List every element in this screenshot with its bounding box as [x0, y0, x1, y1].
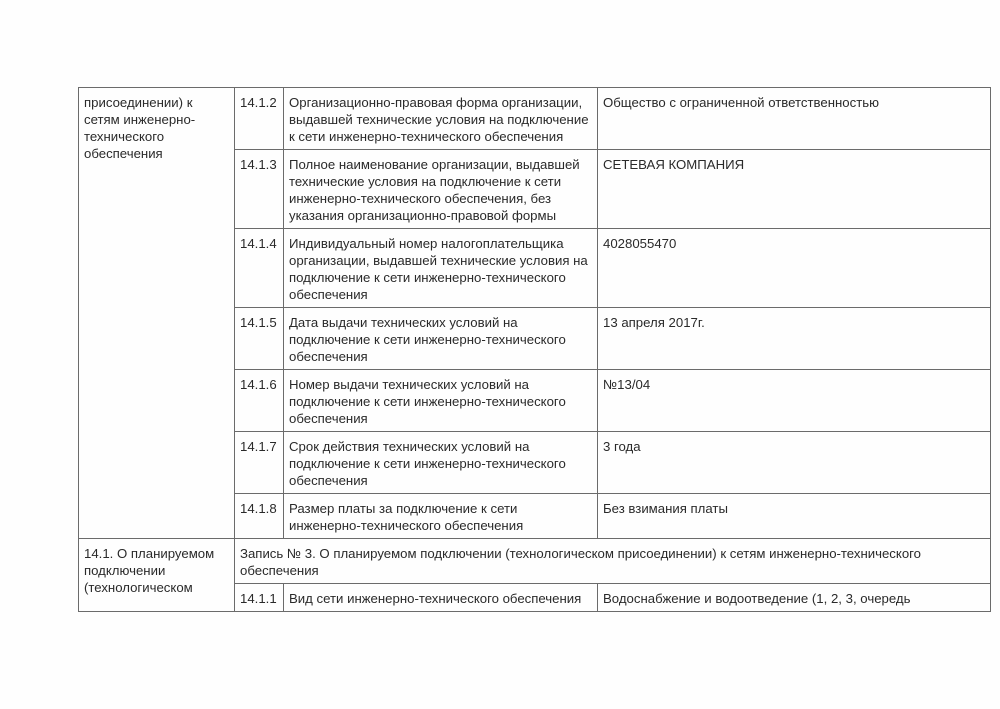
field-value: 4028055470	[598, 229, 991, 308]
field-label: Организационно-правовая форма организации, выдавшей технические условия на подключение к сети инженерно-технического обеспечения	[284, 88, 598, 150]
section-label-cell: 14.1. О планируемом подключении (технологическом	[79, 539, 235, 612]
row-number: 14.1.7	[235, 432, 284, 494]
field-label: Индивидуальный номер налогоплательщика организации, выдавшей технические условия на подключение к сети инженерно-технического обеспечения	[284, 229, 598, 308]
row-number: 14.1.8	[235, 494, 284, 539]
row-number: 14.1.4	[235, 229, 284, 308]
field-label: Размер платы за подключение к сети инженерно-технического обеспечения	[284, 494, 598, 539]
field-value: 3 года	[598, 432, 991, 494]
row-number: 14.1.5	[235, 308, 284, 370]
field-label: Полное наименование организации, выдавшей технические условия на подключение к сети инженерно-технического обеспечения, без указания организационно-правовой формы	[284, 150, 598, 229]
field-value: СЕТЕВАЯ КОМПАНИЯ	[598, 150, 991, 229]
row-number: 14.1.3	[235, 150, 284, 229]
field-value: Общество с ограниченной ответственностью	[598, 88, 991, 150]
row-number: 14.1.6	[235, 370, 284, 432]
field-label: Номер выдачи технических условий на подключение к сети инженерно-технического обеспечения	[284, 370, 598, 432]
field-label: Срок действия технических условий на подключение к сети инженерно-технического обеспечения	[284, 432, 598, 494]
field-value: Водоснабжение и водоотведение (1, 2, 3, очередь	[598, 584, 991, 612]
field-value: Без взимания платы	[598, 494, 991, 539]
field-label: Дата выдачи технических условий на подключение к сети инженерно-технического обеспечения	[284, 308, 598, 370]
section-label-cell: присоединении) к сетям инженерно-технического обеспечения	[79, 88, 235, 539]
row-number: 14.1.1	[235, 584, 284, 612]
connection-info-table	[78, 87, 991, 612]
record-header-row	[79, 539, 991, 584]
record-header: Запись № 3. О планируемом подключении (технологическом присоединении) к сетям инженерно-технического обеспечения	[235, 539, 991, 584]
field-value: 13 апреля 2017г.	[598, 308, 991, 370]
table-row	[79, 88, 991, 150]
field-label: Вид сети инженерно-технического обеспечения	[284, 584, 598, 612]
field-value: №13/04	[598, 370, 991, 432]
row-number: 14.1.2	[235, 88, 284, 150]
